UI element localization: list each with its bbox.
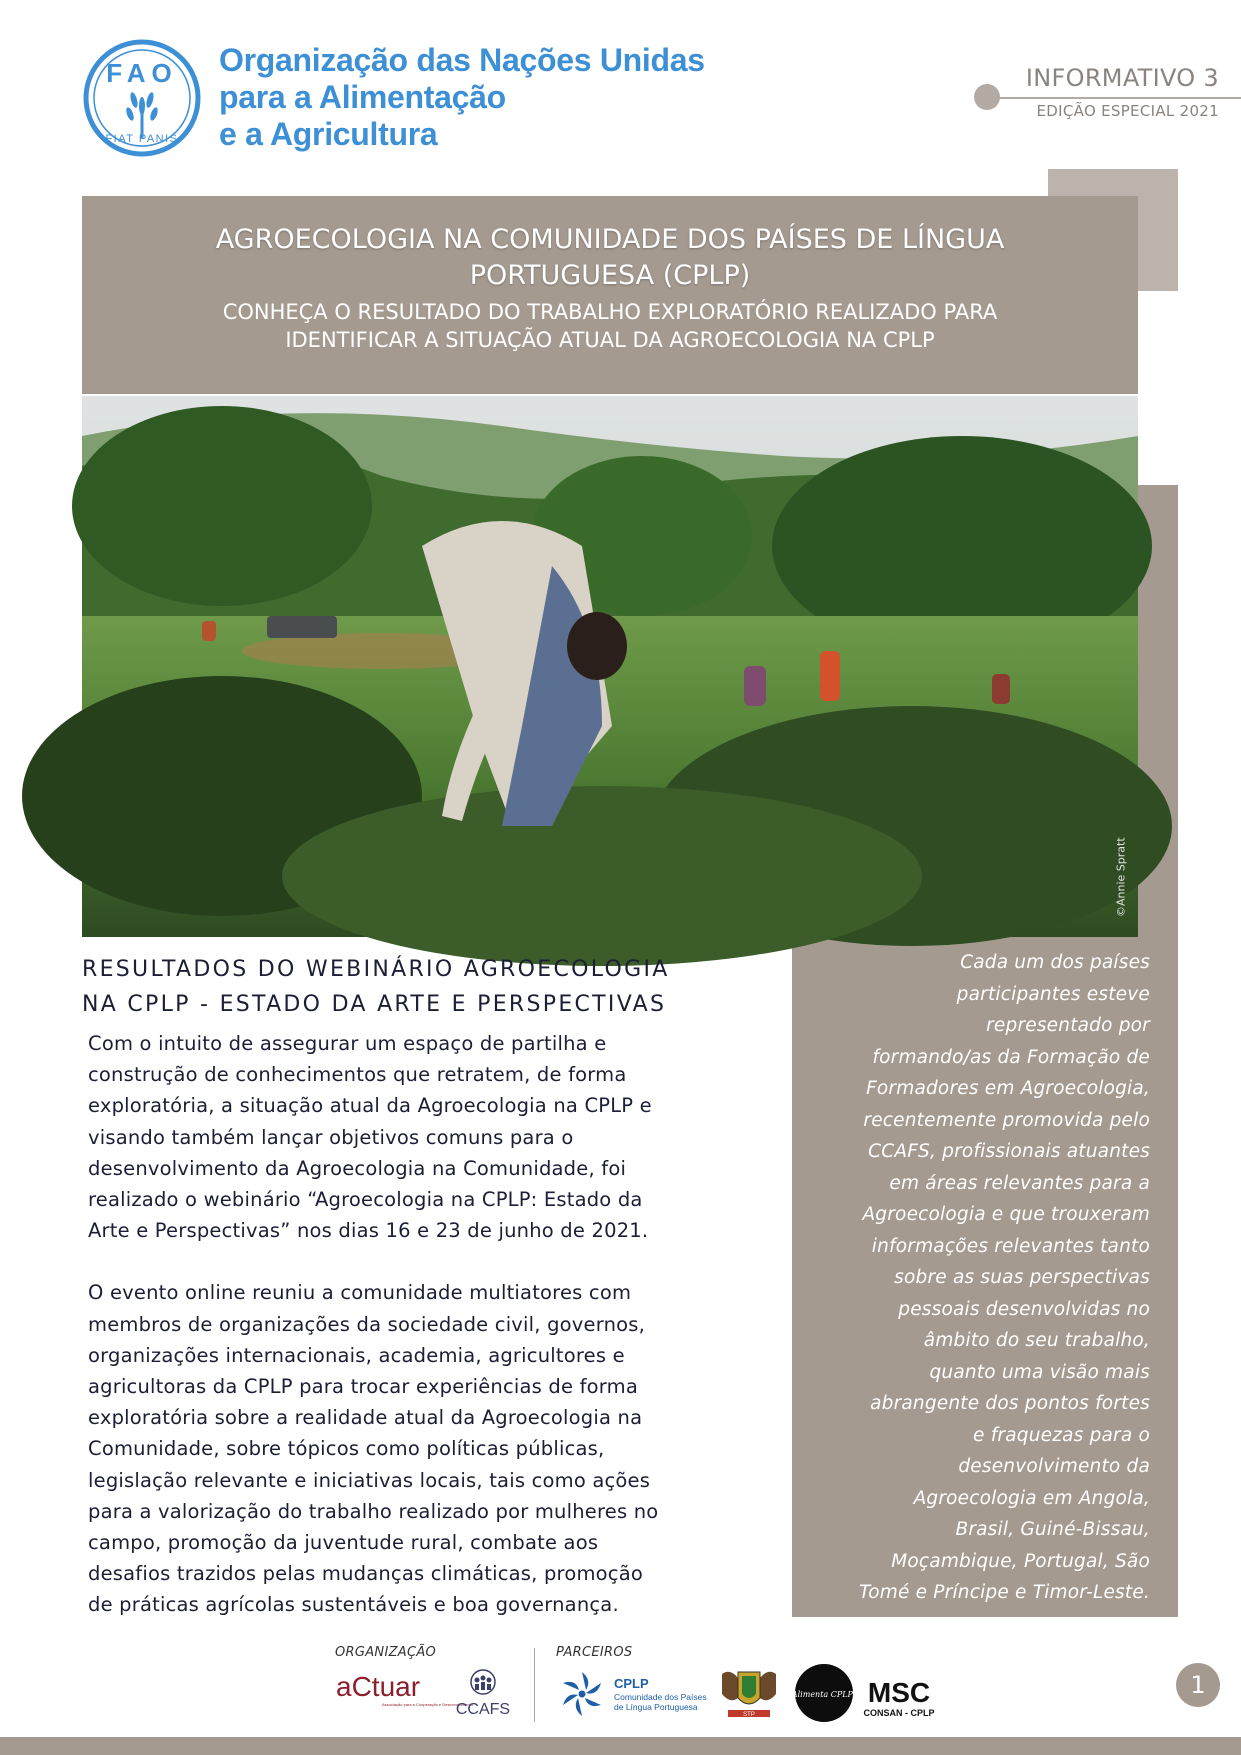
paragraph-line: para a valorização do trabalho realizado por mulheres no [88, 1499, 659, 1523]
issue-line-ornament [998, 97, 1241, 99]
msc-consan-logo [860, 1676, 938, 1720]
org-name-line-1: Organização das Nações Unidas [219, 42, 705, 78]
side-quote-line: sobre as suas perspectivas [894, 1267, 1150, 1288]
fao-motto: FIAT PANIS [105, 133, 179, 145]
side-quote-line: pessoais desenvolvidas no [898, 1298, 1150, 1320]
footer-divider [534, 1648, 535, 1722]
cplp-wordmark: CPLP [614, 1676, 649, 1691]
actuar-wordmark: aCtuar [336, 1671, 421, 1702]
actuar-logo [336, 1668, 473, 1708]
sts-ribbon-text: STP [743, 1712, 755, 1718]
side-quote-line: Moçambique, Portugal, São [891, 1550, 1150, 1572]
banner-title-line-2: PORTUGUESA (CPLP) [469, 260, 751, 291]
org-name-line-3: e a Agricultura [219, 116, 438, 152]
side-quote-line: Brasil, Guiné-Bissau, [955, 1519, 1150, 1540]
fao-organization-name [219, 42, 705, 153]
side-quote-line: informações relevantes tanto [871, 1235, 1150, 1257]
ccafs-wordmark: CCAFS [455, 1701, 511, 1718]
paragraph-line: desafios trazidos pelas mudanças climáticas, promoção [88, 1562, 643, 1586]
side-quote-line: Tomé e Príncipe e Timor-Leste. [859, 1582, 1150, 1603]
issue-title: INFORMATIVO 3 [1025, 64, 1219, 92]
fao-letter-f: FAO [106, 58, 178, 88]
side-quote-line: Agroecologia em Angola, [913, 1487, 1150, 1509]
cplp-line-1: Comunidade dos Países [614, 1692, 707, 1702]
side-quote-line: âmbito do seu trabalho, [923, 1330, 1150, 1351]
section-heading-line-1: RESULTADOS DO WEBINÁRIO AGROECOLOGIA [82, 957, 670, 982]
org-name-line-2: para a Alimentação [219, 79, 506, 115]
side-quote-line: formando/as da Formação de [872, 1046, 1150, 1068]
banner-subtitle-line-2: IDENTIFICAR A SITUAÇÃO ATUAL DA AGROECOLOGIA NA CPLP [285, 328, 935, 352]
paragraph-line: visando também lançar objetivos comuns para o [88, 1125, 574, 1149]
side-quote-line: representado por [986, 1015, 1150, 1036]
msc-subtitle: CONSAN - CPLP [863, 1708, 935, 1718]
issue-subtitle: EDIÇÃO ESPECIAL 2021 [1036, 102, 1219, 120]
side-quote-line: Formadores em Agroecologia, [866, 1078, 1150, 1099]
paragraph-line: Arte e Perspectivas” nos dias 16 e 23 de junho de 2021. [88, 1219, 649, 1243]
side-quote-line: e fraquezas para o [973, 1424, 1150, 1446]
paragraph-line: Com o intuito de assegurar um espaço de partilha e [88, 1032, 607, 1055]
side-quote-line: Agroecologia e que trouxeram [862, 1204, 1150, 1225]
alimenta-cplp-logo [791, 1663, 857, 1723]
side-quote [810, 947, 1150, 1609]
ccafs-logo [452, 1668, 514, 1720]
hero-photo [82, 396, 1138, 937]
side-quote-line: recentemente promovida pelo [863, 1109, 1150, 1131]
paragraph-line: agricultoras da CPLP para trocar experiências de forma [88, 1375, 639, 1399]
cplp-logo [556, 1668, 716, 1720]
banner-subtitle-line-1: CONHEÇA O RESULTADO DO TRABALHO EXPLORATÓRIO REALIZADO PARA [222, 300, 998, 324]
parceiros-label: PARCEIROS [556, 1645, 633, 1660]
side-quote-line: em áreas relevantes para a [889, 1172, 1150, 1194]
paragraph-line: organizações internacionais, academia, agricultores e [88, 1343, 625, 1367]
side-quote-line: Cada um dos países [960, 952, 1150, 973]
paragraph-line: desenvolvimento da Agroecologia na Comunidade, foi [88, 1156, 627, 1180]
paragraph-line: exploratória sobre a realidade atual da Agroecologia na [88, 1406, 643, 1430]
page-number-badge: 1 [1176, 1663, 1220, 1707]
banner-subtitle [110, 298, 1110, 354]
paragraph-1 [88, 1028, 768, 1246]
paragraph-line: de práticas agrícolas sustentáveis e boa governança. [88, 1593, 619, 1617]
cplp-line-2: de Língua Portuguesa [614, 1702, 698, 1712]
paragraph-line: exploratória, a situação atual da Agroecologia na CPLP e [88, 1094, 652, 1118]
article-body [88, 1028, 768, 1652]
banner-title-line-1: AGROECOLOGIA NA COMUNIDADE DOS PAÍSES DE LÍNGUA [215, 224, 1005, 255]
paragraph-2 [88, 1277, 768, 1620]
msc-wordmark: MSC [867, 1677, 931, 1708]
section-heading [82, 952, 782, 1022]
paragraph-line: O evento online reuniu a comunidade multiatores com [88, 1281, 632, 1305]
paragraph-line: Comunidade, sobre tópicos como políticas públicas, [88, 1437, 605, 1461]
paragraph-line: legislação relevante e iniciativas locais, tais como ações [88, 1468, 651, 1492]
fao-logo-emblem [80, 38, 204, 158]
side-quote-line: desenvolvimento da [958, 1456, 1150, 1477]
paragraph-line: campo, promoção da juventude rural, combate aos [88, 1531, 599, 1555]
side-quote-line: participantes esteve [956, 983, 1150, 1005]
paragraph-line: membros de organizações da sociedade civil, governos, [88, 1312, 646, 1336]
side-quote-line: CCAFS, profissionais atuantes [868, 1141, 1150, 1162]
paragraph-line: construção de conhecimentos que retratem, de forma [88, 1063, 627, 1087]
section-heading-line-2: NA CPLP - ESTADO DA ARTE E PERSPECTIVAS [82, 992, 667, 1017]
organizacao-label: ORGANIZAÇÃO [335, 1645, 437, 1660]
issue-dot-ornament [974, 84, 1000, 110]
photo-credit: ©Annie Spratt [1115, 837, 1128, 917]
banner-title [110, 222, 1110, 294]
actuar-tagline: Associação para a Cooperação e Desenvolvimento [382, 1702, 473, 1707]
sao-tome-coat-of-arms-logo [716, 1664, 782, 1724]
alimenta-wordmark: Alimenta CPLP! [791, 1690, 857, 1699]
side-quote-line: abrangente dos pontos fortes [870, 1393, 1150, 1414]
side-quote-line: quanto uma visão mais [929, 1361, 1150, 1383]
bottom-bar [0, 1737, 1241, 1755]
paragraph-line: realizado o webinário “Agroecologia na CPLP: Estado da [88, 1188, 643, 1212]
